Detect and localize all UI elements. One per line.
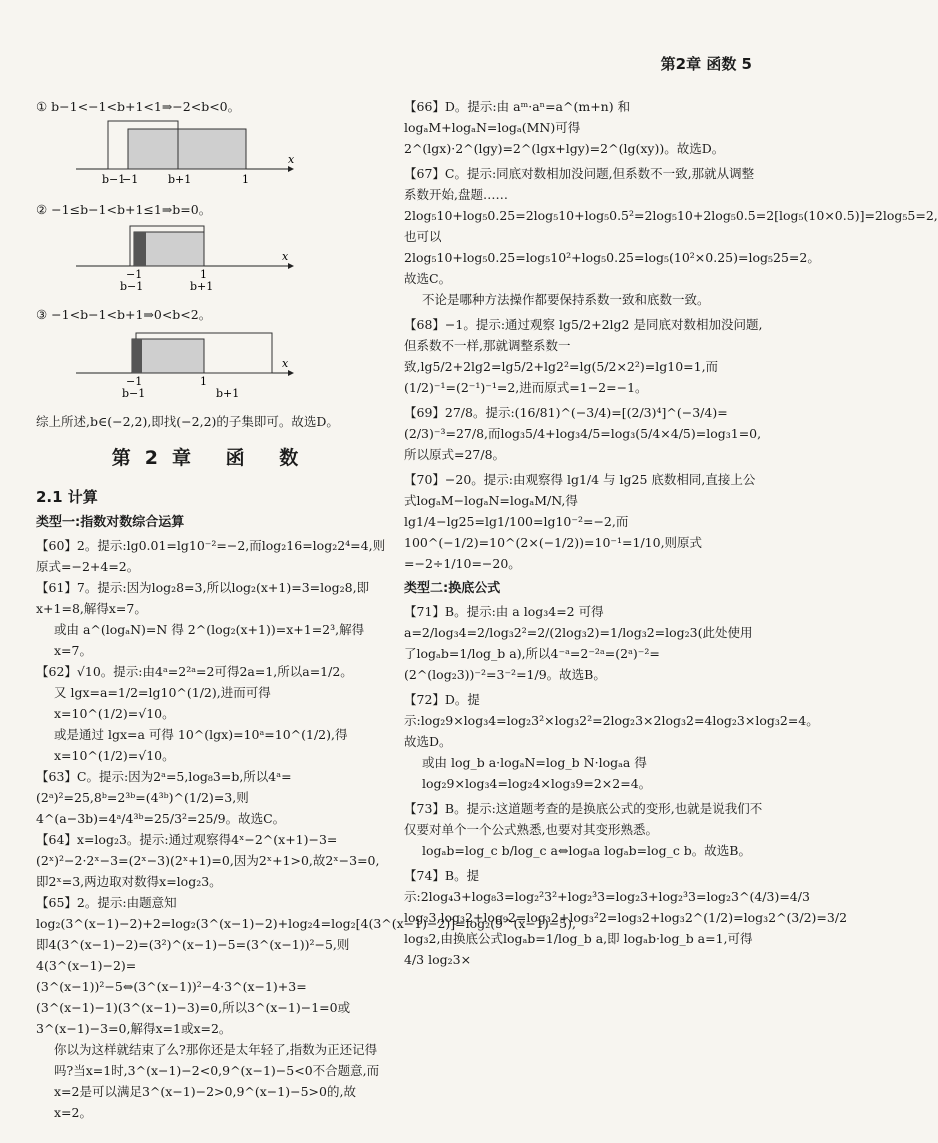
problem-66: 【66】D。提示:由 aᵐ·aⁿ=a^(m+n) 和 logₐM+logₐN=logₐ(MN)可得2^(lgx)·2^(lgy)=2^(lgx+lgy)=2^(lg(xy))。故选D。 bbox=[404, 99, 725, 156]
type-2-title: 类型二:换底公式 bbox=[404, 581, 501, 596]
d2-label-b-minus-1: b−1 bbox=[120, 280, 144, 293]
d3-label-1: 1 bbox=[200, 375, 207, 388]
problem-68: 【68】−1。提示:通过观察 lg5/2+2lg2 是同底对数相加没问题,但系数不一样,那就调整系数一致,lg5/2+2lg2=lg5/2+lg2²=lg(5/2×2²)=lg10=1,而(1/2)⁻¹=(2⁻¹)⁻¹=2,进而原式=1−2=−1。 bbox=[404, 317, 763, 395]
problem-65: 【65】2。提示:由题意知log₂(3^(x−1)−2)+2=log₂(3^(x−1)−2)+log₂4=log₂[4(3^(x−1)−2)]=log₂(9^(x−1)−5),即4(3^(x−1)−2)=(3²)^(x−1)−5=(3^(x−1))²−5,则4(3^(x−1)−2)=(3^(x−1))²−5⇔(3^(x−1))²−4·3^(x−1)+3=(3^(x−1)−1)(3^(x−1)−3)=0,所以3^(x−1)−1=0或3^(x−1)−3=0,解得x=1或x=2。 bbox=[36, 895, 576, 1036]
d3-label-b-plus-1: b+1 bbox=[216, 387, 240, 400]
problem-62: 【62】√10。提示:由4ᵃ=2²ᵃ=2可得2a=1,所以a=1/2。 bbox=[36, 664, 353, 679]
d1-label-b-minus-1: b−1 bbox=[102, 173, 126, 186]
d3-label-b-minus-1: b−1 bbox=[122, 387, 146, 400]
d1-label-1: 1 bbox=[242, 173, 249, 186]
d1-label-x: x bbox=[288, 153, 295, 166]
running-head: 第2章 函数 5 bbox=[660, 55, 752, 73]
problem-63: 【63】C。提示:因为2ᵃ=5,log₈3=b,所以4ᵃ=(2ᵃ)²=25,8ᵇ=2³ᵇ=(4³ᵇ)^(1/2)=3,则4^(a−3b)=4ᵃ/4³ᵇ=25/3²=25/9。故选C。 bbox=[36, 769, 292, 826]
problem-71: 【71】B。提示:由 a log₃4=2 可得 a=2/log₃4=2/log₃2²=2/(2log₃2)=1/log₃2=log₂3(此处使用了logₐb=1/log_b a),所以4⁻ᵃ=2⁻²ᵃ=(2ᵃ)⁻²=(2^(log₂3))⁻²=3⁻²=1/9。故选B。 bbox=[404, 604, 753, 682]
problem-61: 【61】7。提示:因为log₂8=3,所以log₂(x+1)=3=log₂8,即x+1=8,解得x=7。 bbox=[36, 580, 370, 616]
d1-label-neg-1: −1 bbox=[122, 173, 139, 186]
right-column bbox=[404, 96, 938, 970]
problem-62-c: 或是通过 lgx=a 可得 10^(lgx)=10ᵃ=10^(1/2),得 x=10^(1/2)=√10。 bbox=[54, 727, 348, 763]
problem-74: 【74】B。提示:2log₄3+log₈3=log₂²3²+log₂³3=log₂3+log₂³3=log₂3^(4/3)=4/3 log₂3,log₃2+log₉2=log₃2+log₃²2=log₃2+log₃2^(1/2)=log₃2^(3/2)=3/2 log₃2,由换底公式logₐb=1/log_b a,即 logₐb·log_b a=1,可得 4/3 log₂3× bbox=[404, 868, 848, 967]
type-1-title: 类型一:指数对数综合运算 bbox=[36, 515, 185, 530]
problem-72-alt: 或由 log_b a·logₐN=log_b N·logₐa 得 log₂9×log₃4=log₂4×log₃9=2×2=4。 bbox=[422, 755, 652, 791]
problem-67-note: 不论是哪种方法操作都要保持系数一致和底数一致。 bbox=[422, 292, 710, 307]
d1-label-b-plus-1: b+1 bbox=[168, 173, 192, 186]
problem-70: 【70】−20。提示:由观察得 lg1/4 与 lg25 底数相同,直接上公式logₐM−logₐN=logₐM/N,得 lg1/4−lg25=lg1/100=lg10⁻²=−2,而 100^(−1/2)=10^(2×(−1/2))=10⁻¹=1/10,则原式=−2÷1/10=−20。 bbox=[404, 472, 756, 571]
problem-60: 【60】2。提示:lg0.01=lg10⁻²=−2,而log₂16=log₂2⁴=4,则原式=−2+4=2。 bbox=[36, 538, 386, 574]
case-3-text: ③ −1<b−1<b+1⇒0<b<2。 bbox=[36, 307, 212, 322]
interval-diagram-2 bbox=[76, 222, 296, 292]
problem-64: 【64】x=log₂3。提示:通过观察得4ˣ−2^(x+1)−3=(2ˣ)²−2·2ˣ−3=(2ˣ−3)(2ˣ+1)=0,因为2ˣ+1>0,故2ˣ−3=0,即2ˣ=3,两边取对数得x=log₂3。 bbox=[36, 832, 380, 889]
d3-label-x: x bbox=[282, 357, 289, 370]
problem-65-note: 你以为这样就结束了么?那你还是太年轻了,指数为正还记得吗?当x=1时,3^(x−1)−2<0,9^(x−1)−5<0不合题意,而x=2是可以满足3^(x−1)−2>0,9^(x−1)−5>0的,故x=2。 bbox=[54, 1042, 380, 1120]
interval-diagram-3 bbox=[76, 327, 296, 399]
chapter-title: 第2章 函 数 bbox=[111, 447, 313, 469]
problem-73: 【73】B。提示:这道题考查的是换底公式的变形,也就是说我们不仅要对单个一个公式熟悉,也要对其变形熟悉。 bbox=[404, 801, 763, 837]
problem-73-formula: logₐb=log_c b/log_c a⇔logₐa logₐb=log_c b。故选B。 bbox=[422, 843, 751, 858]
section-title: 2.1 计算 bbox=[36, 488, 98, 506]
problem-72: 【72】D。提示:log₂9×log₃4=log₂3²×log₃2²=2log₂3×2log₃2=4log₂3×log₃2=4。故选D。 bbox=[404, 692, 819, 749]
d2-label-x: x bbox=[282, 250, 289, 263]
problem-67: 【67】C。提示:同底对数相加没问题,但系数不一致,那就从调整系数开始,盘题……2log₅10+log₅0.25=2log₅10+log₅0.5²=2log₅10+2log₅0.5=2[log₅(10×0.5)]=2log₅5=2,也可以2log₅10+log₅0.25=log₅10²+log₅0.25=log₅(10²×0.25)=log₅25=2。故选C。 bbox=[404, 166, 938, 286]
d2-label-1: 1 bbox=[200, 268, 207, 281]
problem-61-alt: 或由 a^(logₐN)=N 得 2^(log₂(x+1))=x+1=2³,解得x=7。 bbox=[54, 622, 365, 658]
d3-label-neg-1: −1 bbox=[126, 375, 143, 388]
case-2-text: ② −1≤b−1<b+1≤1⇒b=0。 bbox=[36, 202, 212, 217]
problem-69: 【69】27/8。提示:(16/81)^(−3/4)=[(2/3)⁴]^(−3/4)=(2/3)⁻³=27/8,而log₃5/4+log₃4/5=log₃(5/4×4/5)=log₃1=0,所以原式=27/8。 bbox=[404, 405, 762, 462]
problem-62-b: 又 lgx=a=1/2=lg10^(1/2),进而可得 x=10^(1/2)=√10。 bbox=[54, 685, 271, 721]
interval-diagram-1 bbox=[76, 119, 296, 187]
d2-label-b-plus-1: b+1 bbox=[190, 280, 214, 293]
d2-label-neg-1: −1 bbox=[126, 268, 143, 281]
case-1-text: ① b−1<−1<b+1<1⇒−2<b<0。 bbox=[36, 99, 241, 114]
conclusion-text: 综上所述,b∈(−2,2),即找(−2,2)的子集即可。故选D。 bbox=[36, 414, 339, 429]
